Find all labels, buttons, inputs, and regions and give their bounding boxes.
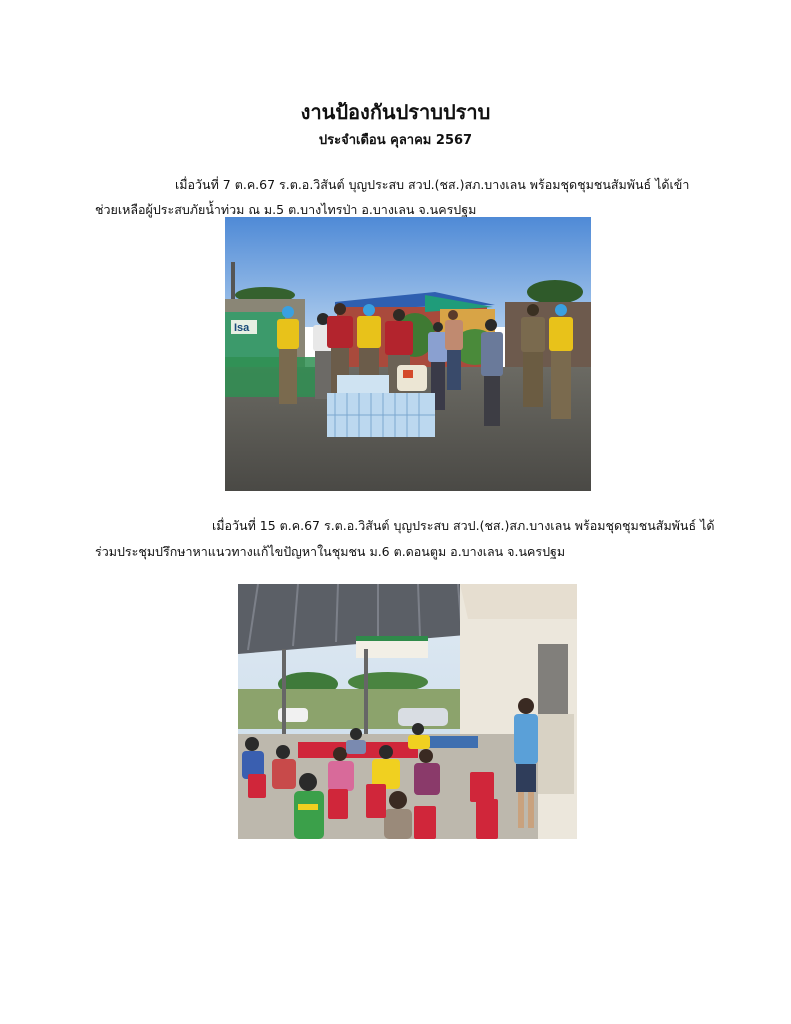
entry-2-line-1: เมื่อวันที่ 15 ต.ค.67 ร.ต.อ.วิสันต์ บุญประสบ สวป.(ชส.)สภ.บางเลน พร้อมชุดชุมชนสัมพันธ์ ได้: [212, 518, 715, 533]
shop-sign-text: Isa: [234, 322, 250, 334]
entry-1-line-1: เมื่อวันที่ 7 ต.ค.67 ร.ต.อ.วิสันต์ บุญประสบ สวป.(ชส.)สภ.บางเลน พร้อมชุดชุมชนสัมพันธ์ ได้เข้า: [175, 177, 690, 192]
flood-relief-photo: [225, 217, 591, 491]
document-subtitle: ประจำเดือน คุลาคม 2567: [318, 133, 473, 148]
entry-1-line-2: ช่วยเหลือผู้ประสบภัยน้ำท่วม ณ ม.5 ต.บางไทรป่า อ.บางเลน จ.นครปฐม: [95, 202, 477, 217]
community-meeting-photo: [238, 584, 577, 839]
entry-2-line-2: ร่วมประชุมปรึกษาหาแนวทางแก้ไขปัญหาในชุมชน ม.6 ต.ดอนตูม อ.บางเลน จ.นครปฐม: [95, 544, 566, 559]
document-title: งานป้องกันปราบปราบ: [300, 100, 491, 124]
